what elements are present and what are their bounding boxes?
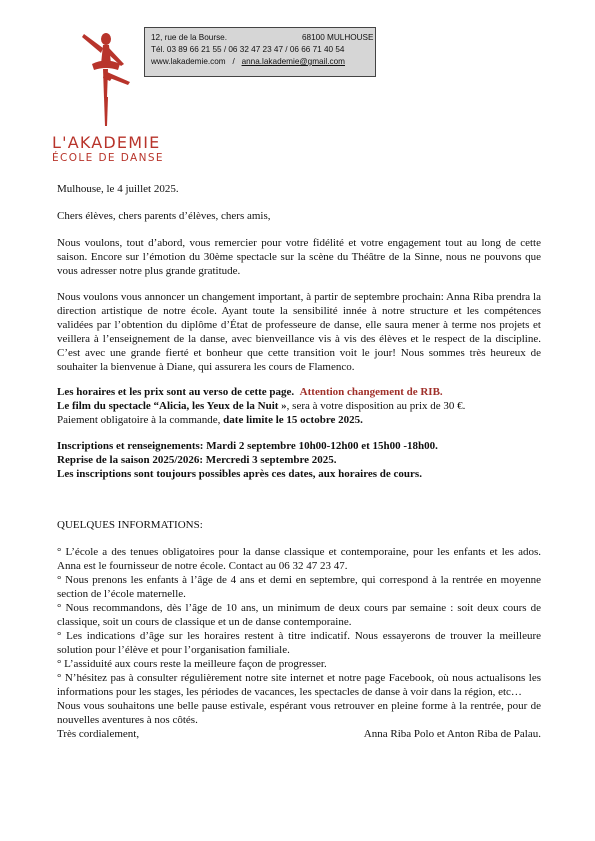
website-link[interactable]: www.lakademie.com — [151, 57, 226, 66]
phone-numbers: Tél. 03 89 66 21 55 / 06 32 47 23 47 / 06 66 71 40 54 — [151, 45, 345, 54]
regards: Très cordialement, — [57, 728, 140, 740]
contact-box — [144, 27, 376, 77]
dancer-silhouette-icon — [74, 26, 138, 130]
film-price: , sera à votre disposition au prix de 30 €. — [286, 400, 466, 412]
info-item: ° N’hésitez pas à consulter régulièrement notre site internet et notre page Facebook, où nous actualisons les informations pour les stages, les périodes de vacances, les spectacles de danse à voir dans la région, etc… — [57, 672, 541, 698]
season-restart: Reprise de la saison 2025/2026: Mercredi 3 septembre 2025. — [57, 454, 337, 466]
info-item: ° Les indications d’âge sur les horaires restent à titre indicatif. Nous essayerons de trouver la meilleure solution pour l’élève et pour l’organisation familiale. — [57, 630, 541, 656]
paragraph-thanks: Nous voulons, tout d’abord, vous remercier pour votre fidélité et votre engagement tout au long de cette saison. Encore sur l’émotion du 30ème spectacle sur la scène du Théâtre de la Sinne, nous ne pouvons que vous adresser notre plus grande gratitude. — [57, 237, 541, 277]
info-list — [57, 545, 541, 741]
schedule-note: Les horaires et les prix sont au verso de cette page. — [57, 386, 295, 398]
info-item: ° L’assiduité aux cours reste la meilleure façon de progresser. — [57, 658, 327, 670]
date-line: Mulhouse, le 4 juillet 2025. — [57, 183, 179, 195]
registration-block — [57, 439, 541, 481]
closing-paragraph: Nous vous souhaitons une belle pause estivale, espérant vous retrouver en pleine forme à la rentrée, pour de nouvelles aventures à nos côtés. — [57, 700, 541, 726]
registration-dates: Inscriptions et renseignements: Mardi 2 septembre 10h00-12h00 et 15h00 -18h00. — [57, 440, 438, 452]
info-heading: QUELQUES INFORMATIONS: — [57, 519, 203, 531]
address-street: 12, rue de la Bourse. — [151, 33, 228, 42]
info-item: ° L’école a des tenues obligatoires pour la danse classique et contemporaine, pour les enfants et les ados. Anna est le fournisseur de notre école. Contact au 06 32 47 23 47. — [57, 546, 541, 572]
info-item: ° Nous recommandons, dès l’âge de 10 ans, un minimum de deux cours par semaine : soit deux cours de classique, soit un cours de classique et un de danse contemporaine. — [57, 602, 541, 628]
salutation: Chers élèves, chers parents d’élèves, chers amis, — [57, 210, 271, 222]
practical-block — [57, 385, 541, 427]
contact-separator: / — [232, 57, 235, 66]
signature-line — [57, 727, 541, 741]
logo-tagline: ÉCOLE DE DANSE — [52, 152, 164, 164]
payment-note: Paiement obligatoire à la commande, — [57, 414, 221, 426]
paragraph-announcement: Nous voulons vous annoncer un changement important, à partir de septembre prochain: Anna Riba prendra la direction artistique de notre école. Ayant toute la sensibilité innée à notre structure et les compétences validées par l’obtention du diplôme d’État de professeure de danse, elle saura mener à terme nos projets et veillera à l’enseignement de la danse, avec bienveillance vis à vis des élèves et le respect de la discipline. C’est avec une grande fierté et bonheur que cette transition voit le jour! Nous sommes très heureux de souhaiter la bienvenue à Diane, qui assurera les cours de Flamenco. — [57, 291, 541, 373]
film-title: Le film du spectacle “Alicia, les Yeux de la Nuit » — [57, 400, 287, 412]
address-city: 68100 MULHOUSE — [302, 33, 374, 42]
payment-deadline: date limite le 15 octobre 2025. — [223, 414, 363, 426]
rib-notice: Attention changement de RIB. — [299, 386, 443, 398]
email-link[interactable]: anna.lakademie@gmail.com — [241, 57, 345, 66]
signature: Anna Riba Polo et Anton Riba de Palau. — [363, 728, 541, 740]
registration-always: Les inscriptions sont toujours possibles après ces dates, aux horaires de cours. — [57, 468, 422, 480]
info-item: ° Nous prenons les enfants à l’âge de 4 ans et demi en septembre, qui correspond à la rentrée en moyenne section de l’école maternelle. — [57, 574, 541, 600]
logo-name: L'AKADEMIE — [52, 133, 161, 152]
